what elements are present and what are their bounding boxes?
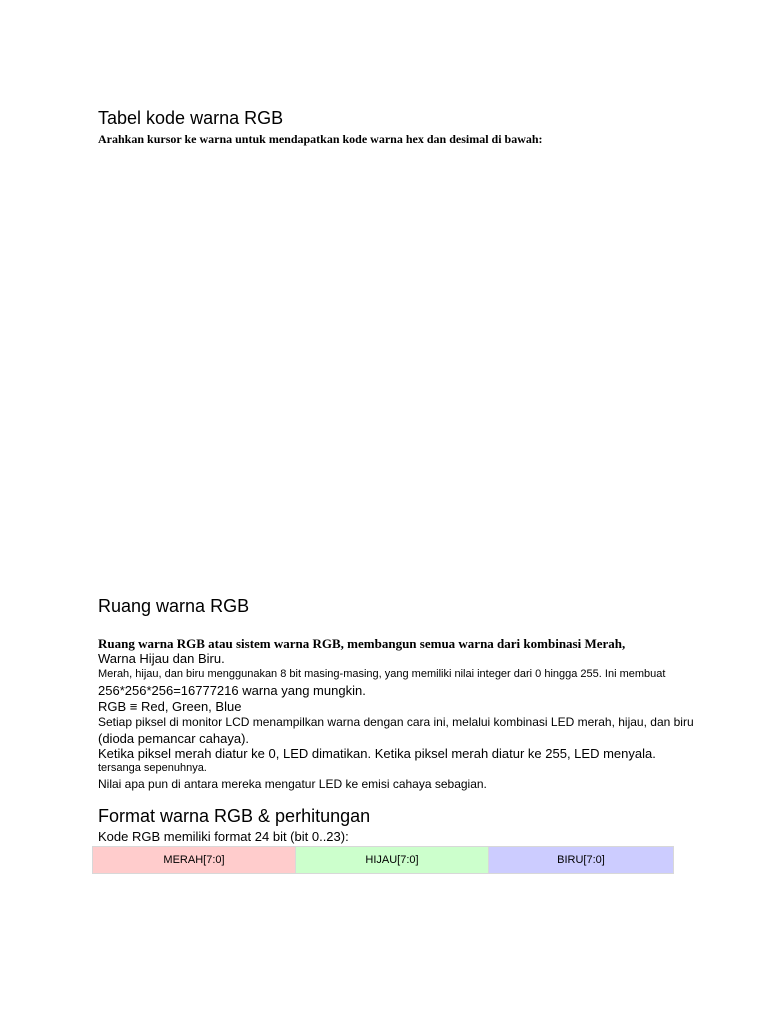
paragraph-line: 256*256*256=16777216 warna yang mungkin. [98,683,366,698]
paragraph-line: (dioda pemancar cahaya). [98,731,250,746]
paragraph-line: Ruang warna RGB atau sistem warna RGB, membangun semua warna dari kombinasi Merah, [98,636,626,651]
color-table-area [98,150,678,590]
blue-bits-cell: BIRU[7:0] [489,847,674,874]
table-row [93,847,674,874]
paragraph-line: Warna Hijau dan Biru. [98,651,225,666]
section-title-rgb-space: Ruang warna RGB [98,596,250,616]
paragraph-line: Nilai apa pun di antara mereka mengatur LED ke emisi cahaya sebagian. [98,777,487,791]
rgb-format-table [92,846,674,874]
format-description: Kode RGB memiliki format 24 bit (bit 0..23): [98,829,349,844]
section-title-rgb-format: Format warna RGB & perhitungan [98,806,371,826]
paragraph-line: Ketika piksel merah diatur ke 0, LED dimatikan. Ketika piksel merah diatur ke 255, LED menyala. [98,746,656,761]
instruction-text: Arahkan kursor ke warna untuk mendapatkan kode warna hex dan desimal di bawah: [98,132,543,146]
paragraph-line: Merah, hijau, dan biru menggunakan 8 bit masing-masing, yang memiliki nilai integer dari 0 hingga 255. Ini membuat [98,668,666,680]
paragraph-line: Setiap piksel di monitor LCD menampilkan warna dengan cara ini, melalui kombinasi LED merah, hijau, dan biru [98,715,694,729]
paragraph-line: RGB ≡ Red, Green, Blue [98,699,242,714]
page-title: Tabel kode warna RGB [98,108,284,128]
paragraph-line: tersanga sepenuhnya. [98,762,207,774]
red-bits-cell: MERAH[7:0] [93,847,296,874]
green-bits-cell: HIJAU[7:0] [296,847,489,874]
